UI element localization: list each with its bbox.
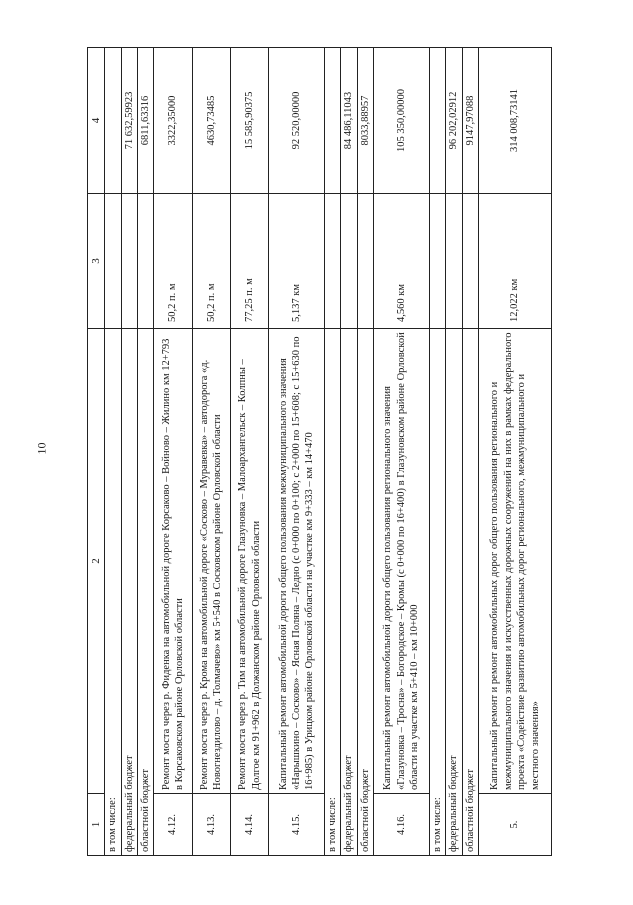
table-row [269,48,325,856]
row-number: 5. [479,794,552,856]
row-description: Ремонт моста через р. Крома на автомобильной дороге «Сосково – Муравевка» – автодорога «д. Новогнездилово – д. Толмачево» км 5+540 в Сосковском районе Орловской области [192,329,230,794]
row-amount: 3322,35000 [154,48,192,194]
table-row [446,48,462,856]
federal-budget-label: федеральный бюджет [121,329,137,856]
federal-budget-label: федеральный бюджет [446,329,462,856]
federal-budget-value: 96 202,02912 [446,48,462,194]
table-row [429,48,445,856]
table-row [154,48,192,856]
regional-budget-value: 9147,97088 [462,48,478,194]
regional-budget-label: областной бюджет [462,329,478,856]
row-number: 4.13. [192,794,230,856]
row-amount: 314 008,73141 [479,48,552,194]
table-row [462,48,478,856]
federal-budget-value: 71 632,59923 [121,48,137,194]
regional-budget-label: областной бюджет [137,329,153,856]
row-length: 50,2 п. м [192,194,230,329]
header-col-3: 3 [88,194,105,329]
table-row [231,48,269,856]
including-label: в том числе: [324,329,340,856]
table-container [87,48,552,856]
including-label: в том числе: [105,329,121,856]
header-row [88,48,105,856]
row-description: Капитальный ремонт автомобильной дороги общего пользования межмуниципального значения «Нарышкино – Сосково» – Ясная Поляна – Ледно (с 0+000 по 0+100; с 2+000 по 15+608; с 15+630 по 16+985) в Урицком районе Орловской области на участке км 9+333 – км 14+470 [269,329,325,794]
table-row [137,48,153,856]
regional-budget-label: областной бюджет [357,329,373,856]
row-length: 4,560 км [374,194,430,329]
row-number: 4.15. [269,794,325,856]
row-length: 12,022 км [479,194,552,329]
federal-budget-label: федеральный бюджет [341,329,357,856]
row-number: 4.12. [154,794,192,856]
row-length: 5,137 км [269,194,325,329]
table-row [324,48,340,856]
header-col-4: 4 [88,48,105,194]
row-description: Капитальный ремонт автомобильной дороги общего пользования регионального значения «Глазуновка – Тросна» – Богородское – Кромы (с 0+000 по 16+400) в Глазуновском районе Орловской области на участке км 5+410 – км 10+000 [374,329,430,794]
row-length: 50,2 п. м [154,194,192,329]
row-length: 77,25 п. м [231,194,269,329]
page-number: 10 [34,442,49,455]
table-row [192,48,230,856]
table-row [374,48,430,856]
row-description: Ремонт моста через р. Фиденка на автомобильной дороге Корсаково – Войново – Жилино км 12+793 в Корсаковском районе Орловской области [154,329,192,794]
header-col-2: 2 [88,329,105,794]
row-description: Капитальный ремонт и ремонт автомобильных дорог общего пользования регионального и межмуниципального значения и искусственных дорожных сооружений на них в рамках федерального проекта «Содействие развитию автомобильных дорог регионального, межмуниципального и местного значения» [479,329,552,794]
row-number: 4.14. [231,794,269,856]
table-row [357,48,373,856]
federal-budget-value: 84 486,11043 [341,48,357,194]
works-table [87,47,552,856]
header-col-1: 1 [88,794,105,856]
including-label: в том числе: [429,329,445,856]
row-amount: 4630,73485 [192,48,230,194]
table-row [121,48,137,856]
regional-budget-value: 8033,88957 [357,48,373,194]
row-amount: 92 520,00000 [269,48,325,194]
row-description: Ремонт моста через р. Тим на автомобильной дороге Глазуновка – Малоархангельск – Колпны – Долгое км 91+962 в Должанском районе Орловской области [231,329,269,794]
row-amount: 105 350,00000 [374,48,430,194]
table-row [479,48,552,856]
regional-budget-value: 6811,63316 [137,48,153,194]
row-number: 4.16. [374,794,430,856]
table-row [341,48,357,856]
row-amount: 15 585,90375 [231,48,269,194]
table-row [105,48,121,856]
